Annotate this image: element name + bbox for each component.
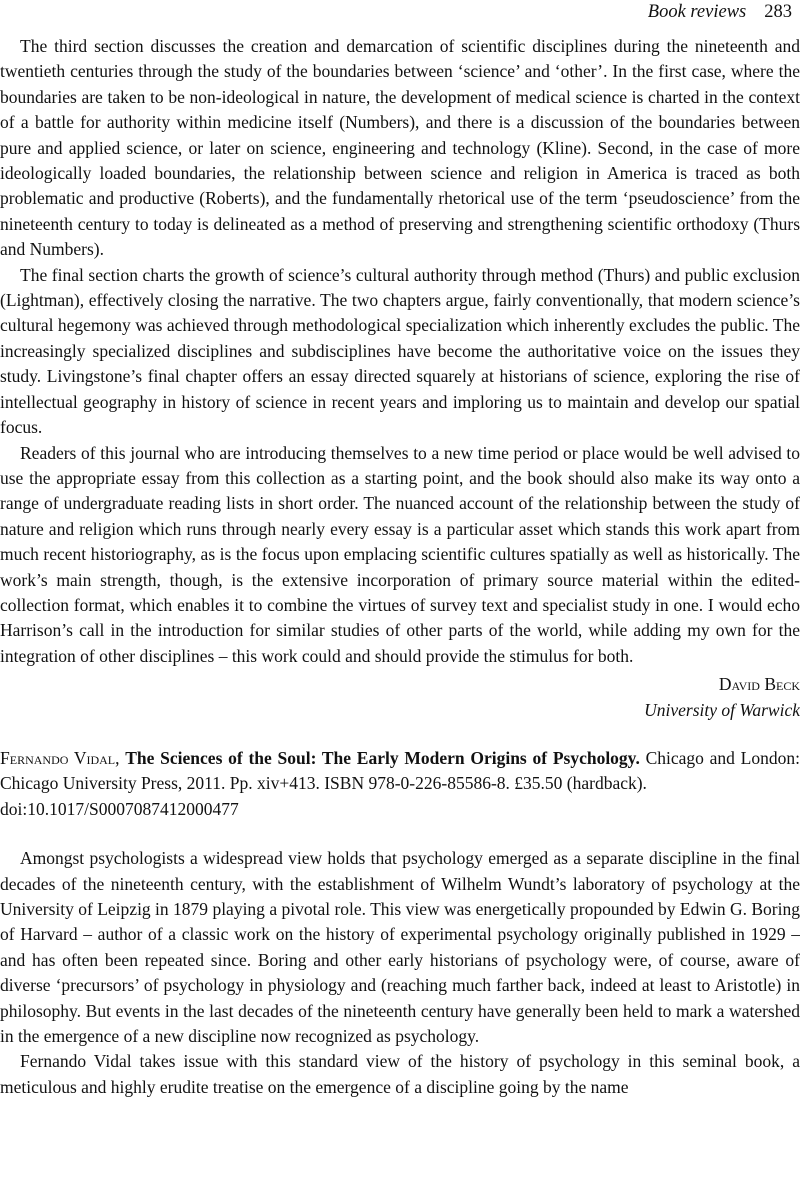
book-citation: Fernando Vidal, The Sciences of the Soul: The Early Modern Origins of Psychology. Chicago and London: Chicago University Press, 2011. Pp. xiv+413. ISBN 978-0-226-85586-8. £35.50 (hardback). doi:10.1017/S0007087412000477 <box>0 746 800 822</box>
reviewer-signature <box>0 672 800 723</box>
page-number: 283 <box>764 2 792 22</box>
paragraph: Amongst psychologists a widespread view holds that psychology emerged as a separate discipline in the final decades of the nineteenth century, with the establishment of Wilhelm Wundt’s laboratory of psychology at the University of Leipzig in 1879 playing a pivotal role. This view was energetically propounded by Edwin G. Boring of Harvard – author of a classic work on the history of experimental psychology originally published in 1929 – and has often been repeated since. Boring and other early historians of psychology were, of course, aware of diverse ‘precursors’ of psychology in physiology and (reaching much farther back, indeed at least to Aristotle) in philosophy. But events in the last decades of the nineteenth century have generally been held to mark a watershed in the emergence of a new discipline now recognized as psychology. <box>0 848 800 1047</box>
paragraph: The third section discusses the creation and demarcation of scientific disciplines during the nineteenth and twentieth centuries through the study of the boundaries between ‘science’ and ‘other’. In the first case, where the boundaries are taken to be non-ideological in nature, the development of medical science is charted in the context of a battle for authority within medicine itself (Numbers), and there is a discussion of the boundaries between pure and applied science, or later on science, engineering and technology (Kline). Second, in the case of more ideologically loaded boundaries, the relationship between science and religion in America is traced as both problematic and productive (Roberts), and the fundamentally rhetorical use of the term ‘pseudoscience’ from the nineteenth century to today is delineated as a method of preserving and strengthening scientific orthodoxy (Thurs and Numbers). <box>0 36 800 260</box>
paragraph: Readers of this journal who are introducing themselves to a new time period or place would be well advised to use the appropriate essay from this collection as a starting point, and the book should also make its way onto a range of undergraduate reading lists in short order. The nuanced account of the relationship between the study of nature and religion which runs through nearly every essay is a particular asset which stands this work apart from much recent historiography, as is the focus upon emplacing scientific cultures spatially as well as historically. The work’s main strength, though, is the extensive incorporation of primary source material within the edited-collection format, which enables it to combine the virtues of survey text and specialist study in one. I would echo Harrison’s call in the introduction for similar studies of other parts of the world, while adding my own for the integration of other disciplines – this work could and should provide the stimulus for both. <box>0 442 800 666</box>
reviewer-affiliation: University of Warwick <box>644 699 800 720</box>
running-title: Book reviews <box>647 2 747 22</box>
reviewer-name: David Beck <box>718 674 800 695</box>
book-title: The Sciences of the Soul: The Early Modern Origins of Psychology. <box>125 747 640 768</box>
running-header <box>648 0 792 26</box>
book-doi: doi:10.1017/S0007087412000477 <box>0 798 239 819</box>
review-beck <box>0 34 800 723</box>
paragraph: The final section charts the growth of science’s cultural authority through method (Thurs) and public exclusion (Lightman), effectively closing the narrative. The two chapters argue, fairly conventionally, that modern science’s cultural hegemony was achieved through methodological specialization which inherently excludes the public. The increasingly specialized disciplines and subdisciplines have become the authoritative voice on the issues they study. Livingstone’s final chapter offers an essay directed squarely at historians of science, exploring the rise of intellectual geography in history of science in recent years and imploring us to maintain and develop our spatial focus. <box>0 264 800 438</box>
book-details: Chicago and London: Chicago University Press, 2011. Pp. xiv+413. ISBN 978-0-226-85586-8. £35.50 (hardback). <box>0 747 800 794</box>
review-vidal <box>0 846 800 1100</box>
paragraph: Fernando Vidal takes issue with this standard view of the history of psychology in this seminal book, a meticulous and highly erudite treatise on the emergence of a discipline going by the name <box>0 1051 800 1097</box>
book-author: Fernando Vidal <box>0 747 116 768</box>
body-text <box>0 34 800 1100</box>
